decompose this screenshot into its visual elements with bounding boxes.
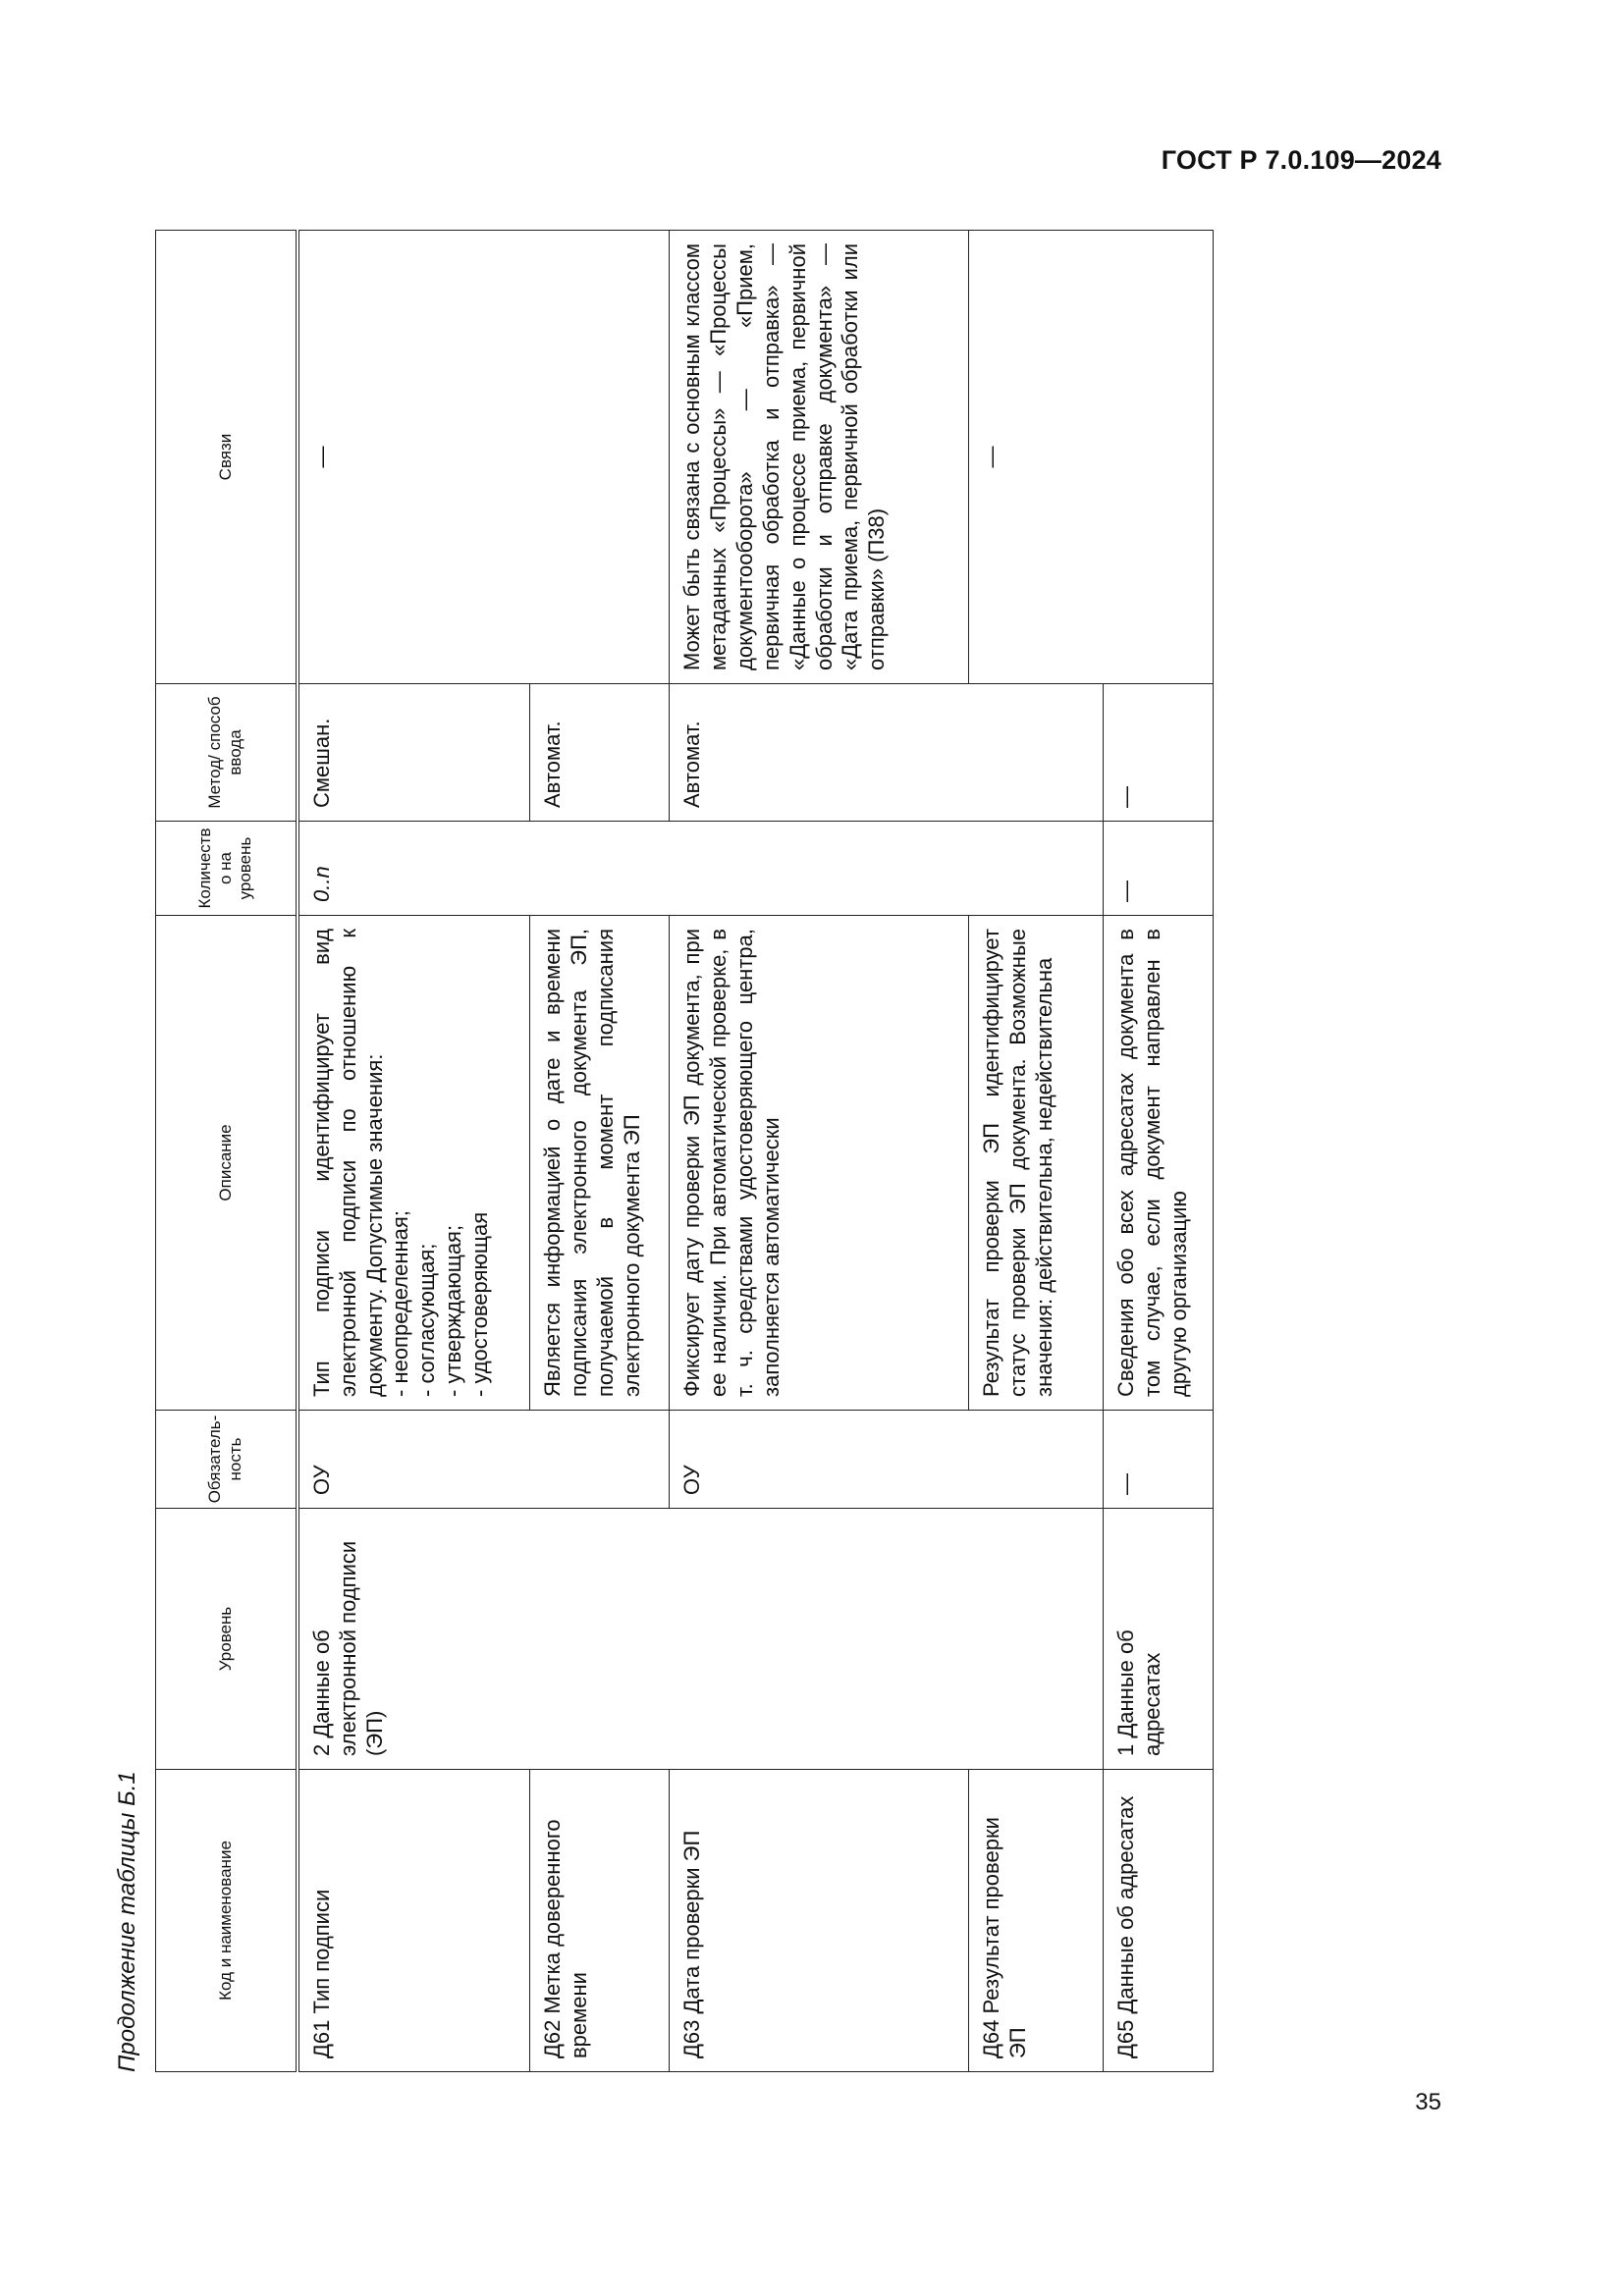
list-item: - удостоверяющая: [466, 1211, 492, 1397]
header-relations: Связи: [156, 231, 298, 684]
cell-description: Фиксирует дату проверки ЭП документа, при ее наличии. При автоматической проверке, в т. ч. средствами удостоверяющего центра, заполняется автоматически: [670, 916, 969, 1411]
cell-method: Автомат.: [530, 684, 670, 822]
document-header: ГОСТ Р 7.0.109—2024: [1161, 145, 1441, 175]
header-level: Уровень: [156, 1509, 298, 1770]
list-item: - утверждающая;: [441, 1224, 466, 1397]
cell-relations: Может быть связана с основным классом метаданных «Процессы» — «Процессы документооборота» — «Прием, первичная обработка и отправка» — «Данные о процессе приема, первичной обработки и отправке документа» — «Дата приема, первичной обработки или отправки» (П38): [670, 231, 969, 684]
list-item: - неопределенная;: [388, 1210, 413, 1397]
header-quantity: Количество на уровень: [156, 822, 298, 916]
cell-method: Автомат.: [670, 684, 1104, 822]
header-method: Метод/ способ ввода: [156, 684, 298, 822]
table-row: [670, 231, 969, 2072]
values-list: [388, 929, 493, 1397]
cell-quantity: 0..n: [298, 822, 1104, 916]
cell-code: Д65 Данные об адресатах: [1104, 1770, 1214, 2072]
cell-code: Д62 Метка доверенного времени: [530, 1770, 670, 2072]
cell-method: —: [1104, 684, 1214, 822]
cell-method: Смешан.: [298, 684, 530, 822]
table-row: [969, 231, 1104, 2072]
cell-quantity: —: [1104, 822, 1214, 916]
rotated-page-content: [108, 100, 1214, 2072]
cell-description: Результат проверки ЭП идентифицирует статус проверки ЭП документа. Возможные значения: действительна, недействительна: [969, 916, 1104, 1411]
description-text: Тип подписи идентифицирует вид электронной подписи по отношению к документу. Допустимые значения:: [309, 929, 387, 1397]
list-item: - согласующая;: [414, 1243, 440, 1397]
cell-code: Д63 Дата проверки ЭП: [670, 1770, 969, 2072]
header-code: Код и наименование: [156, 1770, 298, 2072]
cell-description: Является информацией о дате и времени подписания электронного документа ЭП, получаемой в момент подписания электронного документа ЭП: [530, 916, 670, 1411]
header-obligation: Обязатель-ность: [156, 1411, 298, 1509]
table-caption: Продолжение таблицы Б.1: [114, 1771, 140, 2072]
cell-description: Сведения обо всех адресатах документа в том случае, если документ направлен в другую организацию: [1104, 916, 1214, 1411]
cell-level: 2 Данные об электронной подписи (ЭП): [298, 1509, 1104, 1770]
header-description: Описание: [156, 916, 298, 1411]
cell-description: [298, 916, 530, 1411]
cell-code: Д64 Результат проверки ЭП: [969, 1770, 1104, 2072]
cell-obligation: ОУ: [670, 1411, 1104, 1509]
page-number: 35: [1415, 2089, 1441, 2115]
cell-obligation: —: [1104, 1411, 1214, 1509]
cell-code: Д61 Тип подписи: [298, 1770, 530, 2072]
cell-relations: —: [298, 231, 670, 684]
table-row: [298, 231, 530, 2072]
table-header-row: [156, 231, 298, 2072]
cell-relations: —: [969, 231, 1214, 684]
cell-obligation: ОУ: [298, 1411, 670, 1509]
metadata-table: [155, 230, 1214, 2072]
cell-level: 1 Данные об адресатах: [1104, 1509, 1214, 1770]
